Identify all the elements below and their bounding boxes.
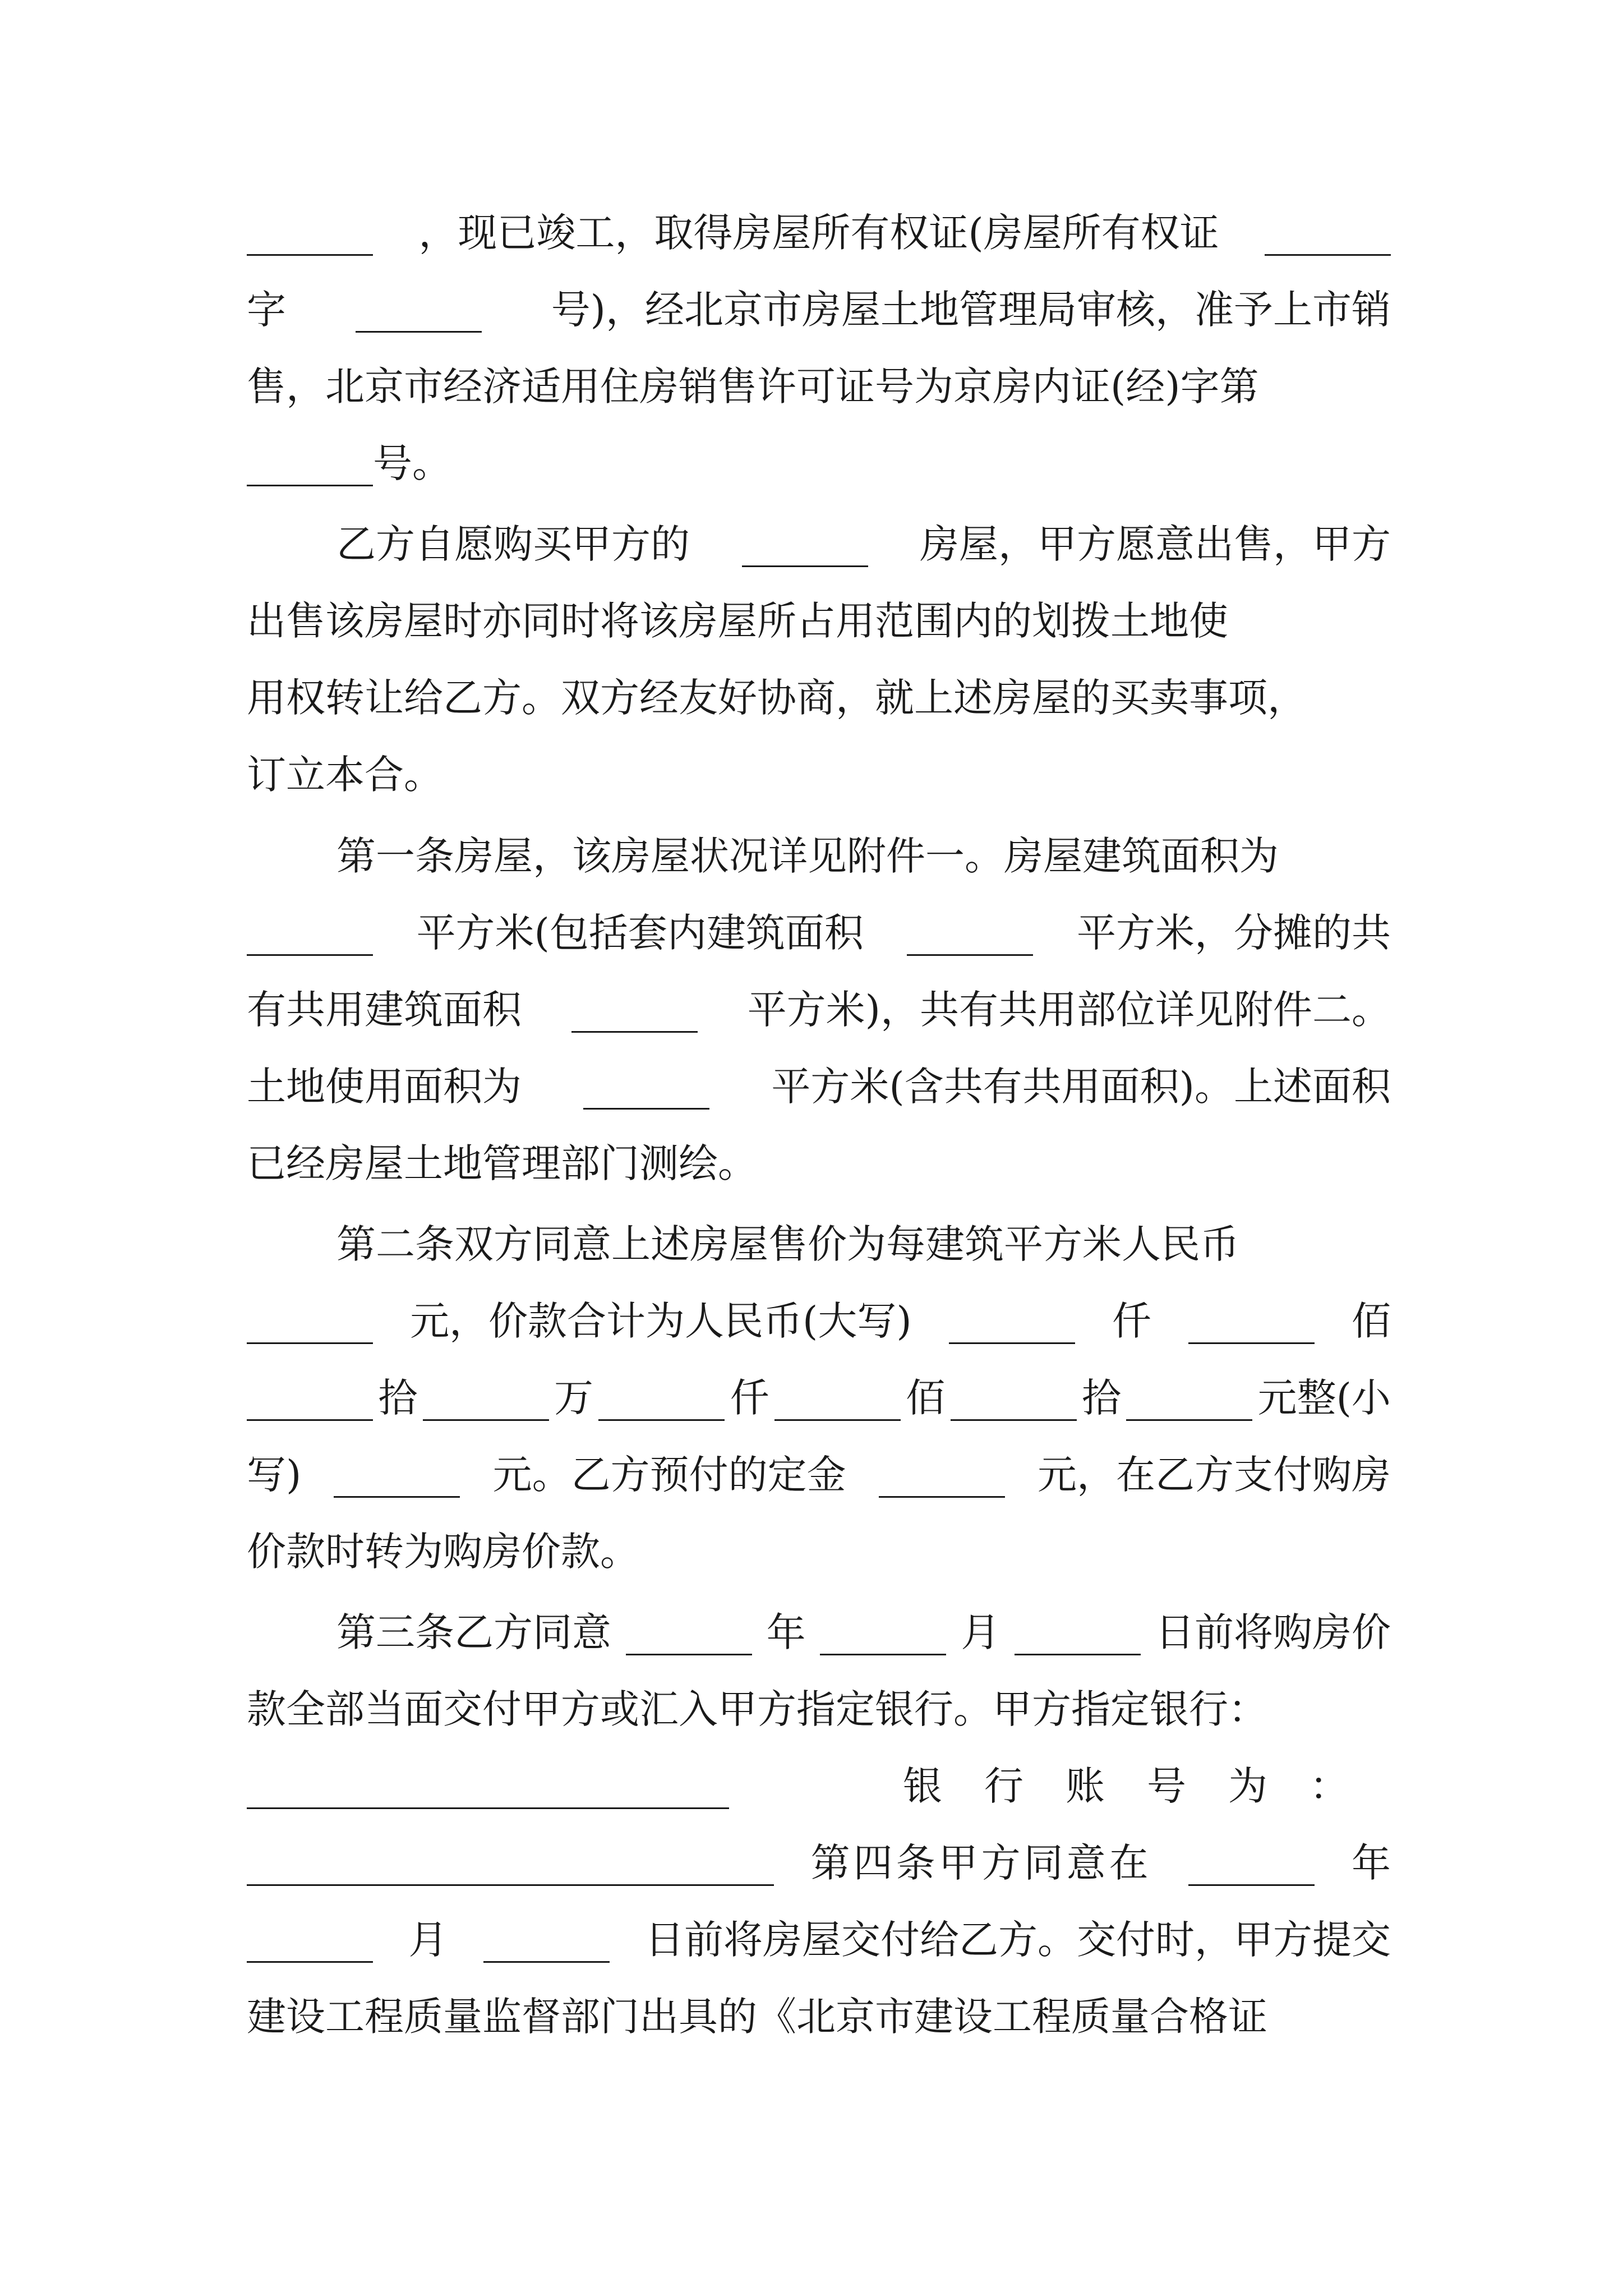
line-text: 字 [247, 287, 286, 333]
fill-blank [247, 910, 373, 956]
line-text: 售，北京市经济适用住房销售许可证号为京房内证(经)字第 [247, 364, 1259, 409]
bank-name-blank [247, 1764, 729, 1809]
paragraph-first-line [336, 502, 1391, 586]
text-line [247, 1975, 1391, 2059]
fill-blank [742, 522, 868, 567]
fill-blank [907, 910, 1033, 956]
line-text: 万 [554, 1375, 593, 1421]
line-text: 建设工程质量监督部门出具的《北京市建设工程质量合格证 [247, 1994, 1267, 2040]
text-line [247, 1121, 1391, 1205]
line-text: 仟 [1112, 1298, 1151, 1344]
fill-blank [247, 1299, 373, 1344]
line-text: 元，在乙方支付购房 [1038, 1452, 1391, 1498]
text-line [247, 891, 1391, 975]
fill-blank [423, 1375, 549, 1421]
line-text: 元。乙方预付的定金 [492, 1452, 846, 1498]
fill-blank [247, 1917, 373, 1963]
fill-blank [247, 210, 373, 256]
text-line [247, 733, 1391, 817]
text-line [247, 1279, 1391, 1363]
paragraph-first-line [336, 1590, 1391, 1674]
line-text: 平方米(含共有共用面积)。上述面积 [771, 1064, 1391, 1110]
line-text: 月 [961, 1609, 1000, 1655]
line-text: 用权转让给乙方。双方经友好协商，就上述房屋的买卖事项， [247, 675, 1307, 721]
line-text: 第一条房屋，该房屋状况详见附件一。房屋建筑面积为 [336, 833, 1279, 879]
line-text: 平方米)，共有共用部位详见附件二。 [747, 987, 1391, 1033]
line-text: 有共用建筑面积 [247, 987, 522, 1033]
line-text: 月 [408, 1917, 448, 1963]
line-text: 年 [766, 1609, 806, 1655]
fill-blank [571, 987, 698, 1033]
fill-blank [820, 1610, 946, 1655]
line-text: 拾 [378, 1375, 418, 1421]
fill-blank [626, 1610, 752, 1655]
line-text: 第三条乙方同意 [336, 1609, 611, 1655]
fill-blank [483, 1917, 610, 1963]
fill-blank [951, 1375, 1077, 1421]
line-text: 已经房屋土地管理部门测绘。 [247, 1140, 757, 1186]
paragraph-first-line [336, 1202, 1391, 1286]
line-text: 土地使用面积为 [247, 1064, 522, 1110]
fill-blank [774, 1375, 901, 1421]
fill-blank [334, 1452, 460, 1498]
fill-blank [949, 1299, 1075, 1344]
line-text: 元整(小 [1257, 1375, 1391, 1421]
line-text: 仟 [730, 1375, 769, 1421]
fill-blank [1265, 210, 1391, 256]
text-line [247, 1045, 1391, 1129]
line-text: 订立本合。 [247, 752, 443, 798]
line-text: 平方米，分摊的共 [1077, 910, 1391, 956]
fill-blank [583, 1064, 709, 1110]
line-text: 第二条双方同意上述房屋售价为每建筑平方米人民币 [336, 1221, 1239, 1267]
text-line [247, 1667, 1391, 1751]
line-text: 写) [247, 1452, 302, 1498]
line-text: 出售该房屋时亦同时将该房屋所占用范围内的划拨土地使 [247, 598, 1228, 644]
fill-blank [1188, 1299, 1315, 1344]
text-line [247, 191, 1391, 275]
text-line [247, 1433, 1391, 1517]
line-text: 拾 [1081, 1375, 1121, 1421]
text-line [247, 1821, 1391, 1905]
text-line [247, 1356, 1391, 1440]
line-text: 乙方自愿购买甲方的 [336, 521, 690, 567]
line-text: 第四条甲方同意在 [810, 1840, 1152, 1886]
text-line [247, 421, 1391, 505]
text-line [247, 1744, 1391, 1828]
line-text: 年 [1351, 1840, 1391, 1886]
fill-blank [1188, 1841, 1315, 1886]
line-text: 佰 [906, 1375, 946, 1421]
line-text: 银行账号为： [903, 1763, 1391, 1809]
line-text: 房屋，甲方愿意出售，甲方 [920, 521, 1391, 567]
fill-blank [247, 1375, 373, 1421]
text-line [247, 1510, 1391, 1594]
fill-blank [598, 1375, 725, 1421]
line-text: 号)，经北京市房屋土地管理局审核，准予上市销 [551, 287, 1391, 333]
text-line [247, 968, 1391, 1052]
fill-blank [879, 1452, 1005, 1498]
text-line [247, 656, 1391, 740]
fill-blank [1015, 1610, 1141, 1655]
line-text: 平方米(包括套内建筑面积 [416, 910, 864, 956]
line-text: 日前将购房价 [1155, 1609, 1391, 1655]
fill-blank [247, 441, 373, 486]
line-text: 佰 [1351, 1298, 1391, 1344]
line-text: 日前将房屋交付给乙方。交付时，甲方提交 [644, 1917, 1391, 1963]
account-number-blank [247, 1841, 774, 1886]
line-text: 款全部当面交付甲方或汇入甲方指定银行。甲方指定银行： [247, 1686, 1267, 1732]
paragraph-first-line [336, 814, 1391, 898]
text-line [247, 344, 1391, 429]
line-text: 元，价款合计为人民币(大写) [410, 1298, 912, 1344]
text-line [247, 579, 1391, 663]
text-line [247, 268, 1391, 352]
text-line [247, 1898, 1391, 1982]
fill-blank [1126, 1375, 1252, 1421]
line-text: ，现已竣工，取得房屋所有权证(房屋所有权证 [418, 210, 1219, 256]
line-text: 号。 [373, 440, 451, 486]
fill-blank [356, 287, 482, 333]
line-text: 价款时转为购房价款。 [247, 1529, 639, 1575]
